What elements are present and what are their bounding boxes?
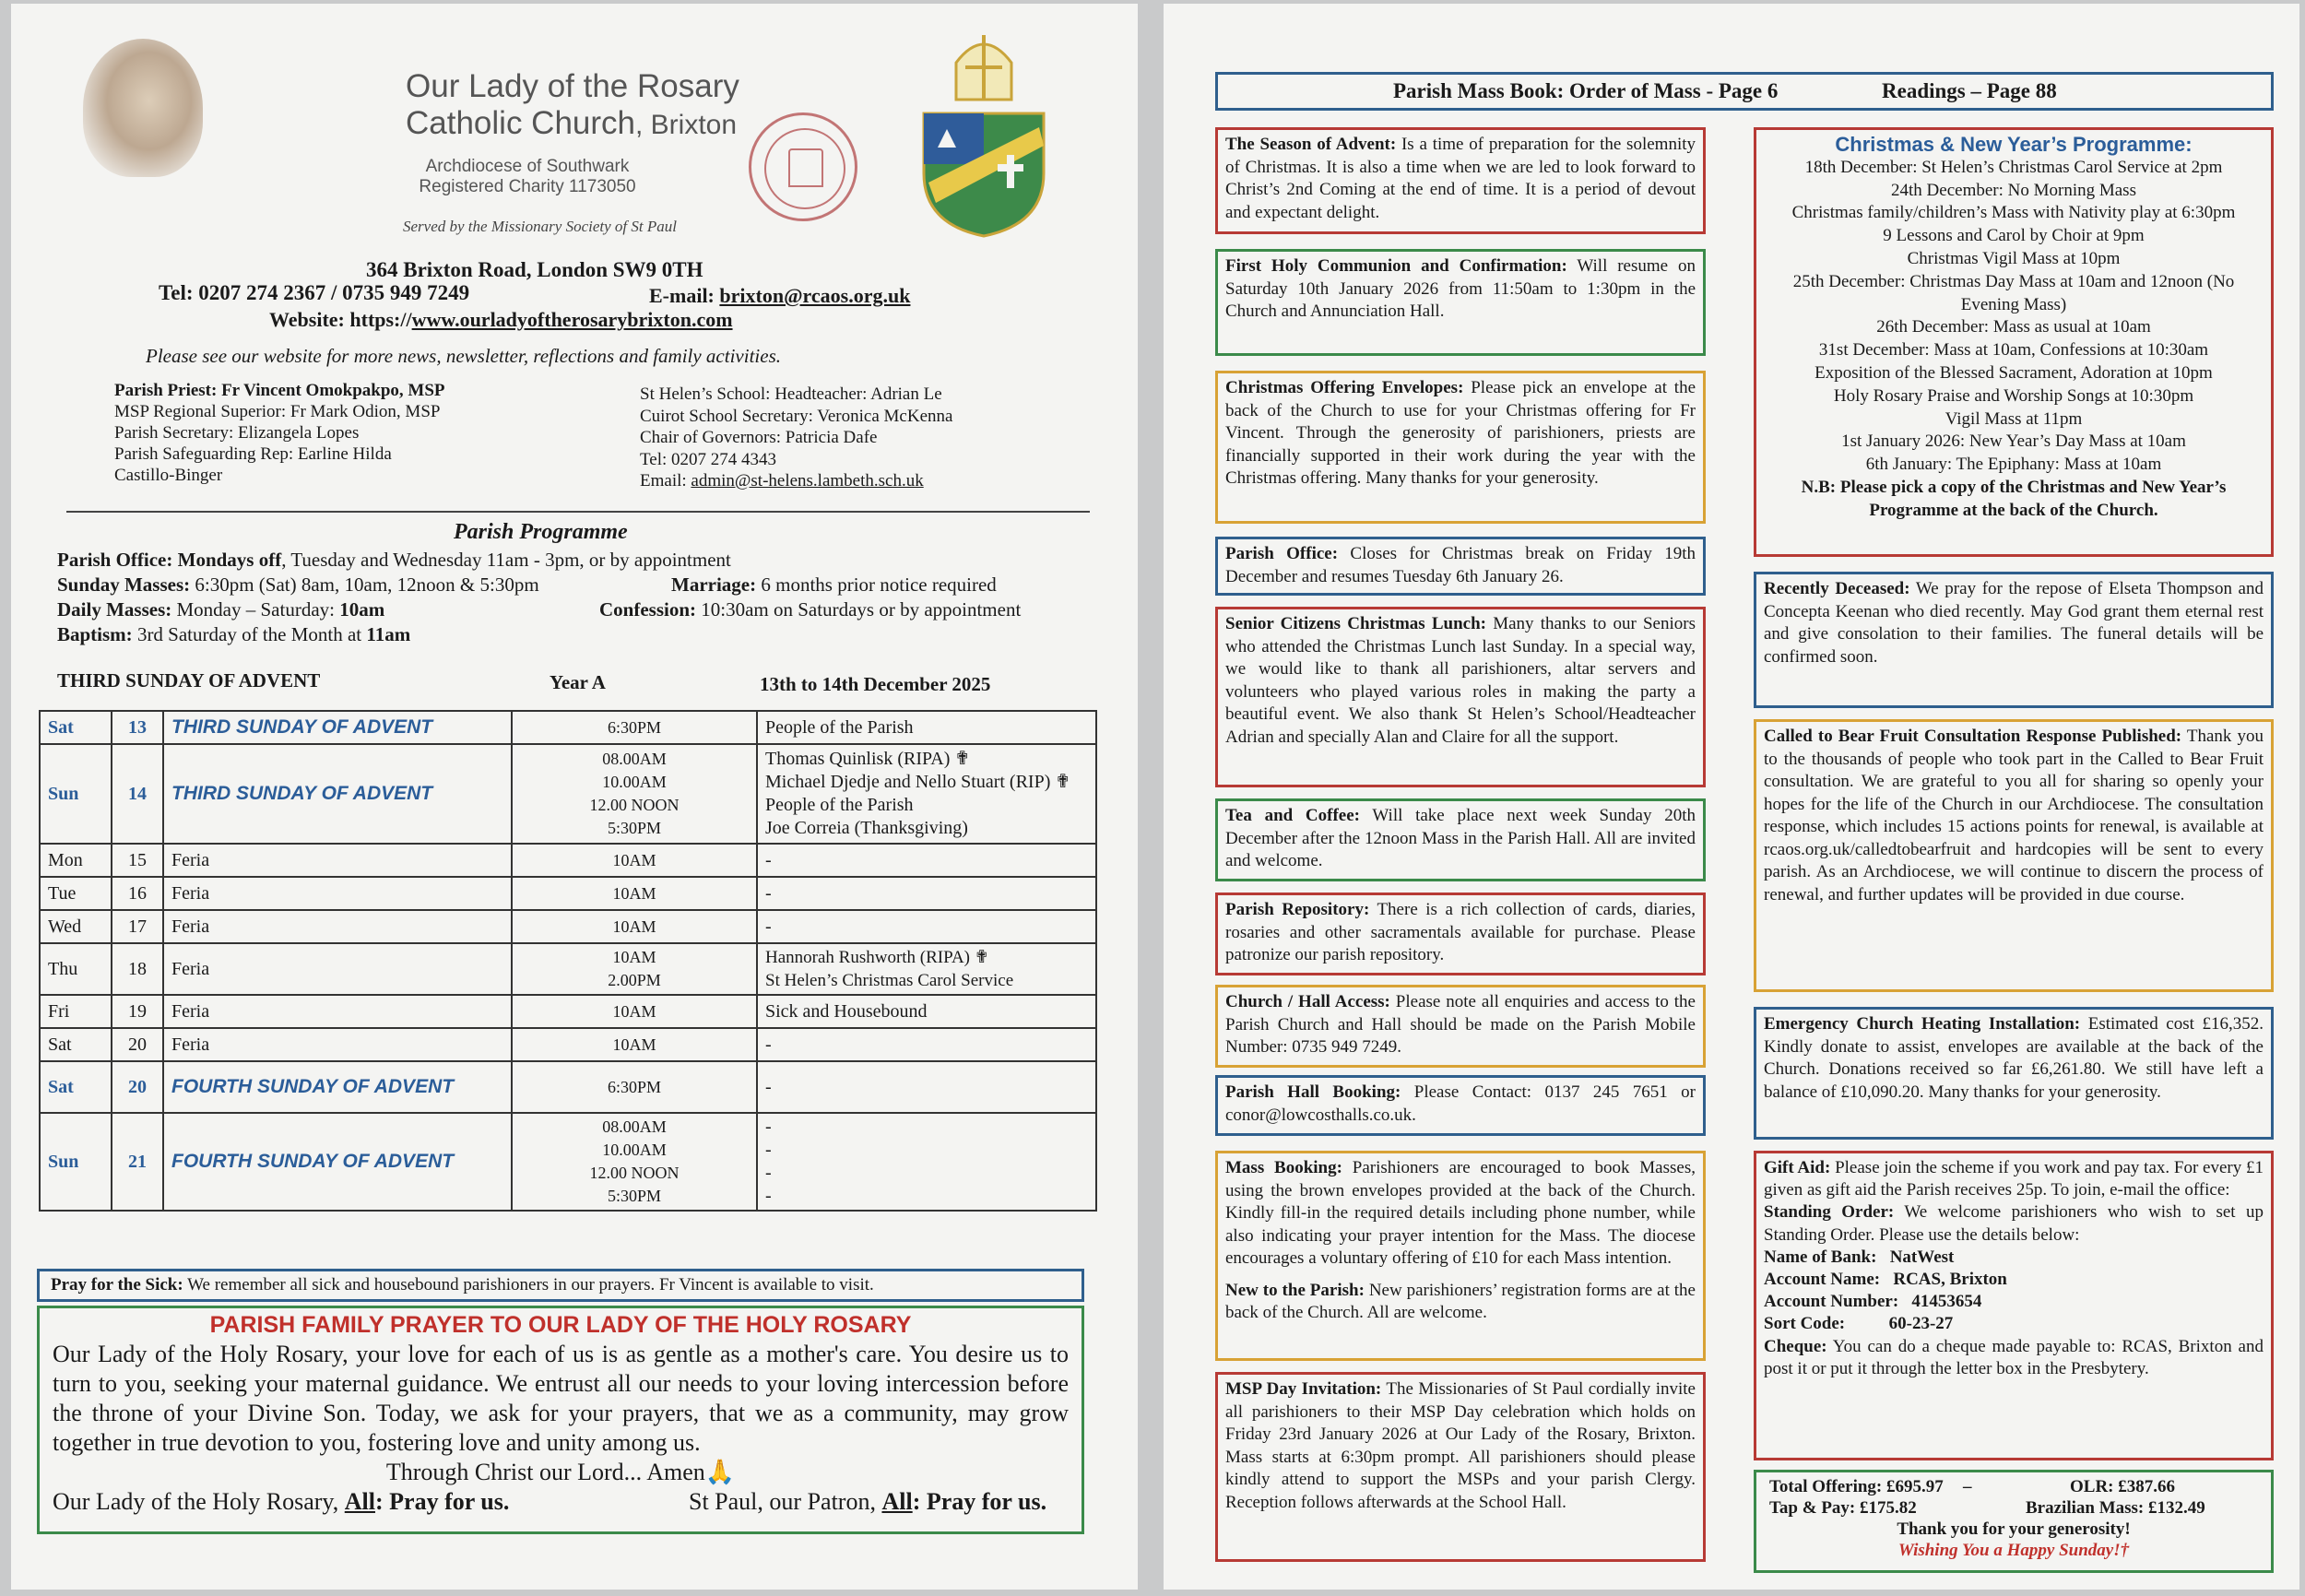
mass-intentions: Hannorah Rushworth (RIPA) ✟ St Helen’s Christmas Carol Service: [757, 943, 1096, 995]
programme-title: Parish Programme: [454, 520, 628, 544]
mass-times: 08.00AM 10.00AM 12.00 NOON 5:30PM: [512, 1113, 757, 1211]
mass-row: [40, 943, 1096, 995]
mass-intentions: - - - -: [757, 1113, 1096, 1211]
mass-day: Wed: [40, 910, 112, 943]
mass-day: Sun: [40, 1113, 112, 1211]
mass-intentions: Sick and Housebound: [757, 995, 1096, 1028]
archdiocese-coat-of-arms: [910, 26, 1058, 238]
mass-title: Feria: [163, 877, 512, 910]
parish-email-line: E-mail: brixton@rcaos.org.uk: [649, 284, 911, 307]
heating-appeal-box: Emergency Church Heating Installation: Estimated cost £16,352. Kindly donate to assist, envelopes are available at the back of the Church. Donations received so far £6,261.80. We still have left a balance of £10,090.20. Many thanks for your generosity.: [1754, 1007, 2274, 1140]
left-page: [11, 4, 1138, 1590]
christmas-programme-line: 6th January: The Epiphany: Mass at 10am: [1865, 455, 2162, 475]
mass-times: 6:30PM: [512, 711, 757, 744]
mass-title: FOURTH SUNDAY OF ADVENT: [163, 1061, 512, 1113]
notice-church-access: Church / Hall Access: Please note all enquiries and access to the Parish Church and Hall should be made on the Parish Mobile Number: 0735 949 7249.: [1215, 985, 1706, 1068]
christmas-programme-lines: [1764, 157, 2264, 523]
total-offering: Total Offering: £695.97: [1769, 1477, 1944, 1496]
mass-row: [40, 711, 1096, 744]
charity-number: Registered Charity 1173050: [419, 177, 636, 196]
olr-offering: OLR: £387.66: [2070, 1477, 2175, 1496]
offering-box: Total Offering: £695.97 – OLR: £387.66 Tap & Pay: £175.82 Brazilian Mass: £132.49 Thank you for your generosity! Wishing You a Happy Sunday!†: [1754, 1470, 2274, 1573]
mass-day: Sun: [40, 744, 112, 844]
mass-date: 13: [112, 711, 163, 744]
school-info: [640, 384, 952, 492]
christmas-programme-line: 26th December: Mass as usual at 10am: [1876, 317, 2151, 337]
mass-title: FOURTH SUNDAY OF ADVENT: [163, 1113, 512, 1211]
mass-times: 10AM: [512, 844, 757, 877]
parish-priest: Parish Priest: Fr Vincent Omokpakpo, MSP: [114, 381, 445, 400]
mass-book-banner: [1215, 72, 2274, 111]
recently-deceased-box: Recently Deceased: We pray for the repose of Elseta Thompson and Concepta Keenan who died recently. May God grant them eternal rest and give consolation to their families. The funeral details will be confirmed soon.: [1754, 572, 2274, 708]
parish-email-link[interactable]: brixton@rcaos.org.uk: [719, 284, 911, 307]
readings-page: Readings – Page 88: [1882, 79, 2057, 102]
prayer-responses: Our Lady of the Holy Rosary, All: Pray for us. St Paul, our Patron, All: Pray for us.: [53, 1488, 1047, 1515]
account-name: Account Name: RCAS, Brixton: [1764, 1270, 2007, 1290]
notice-mass-booking: Mass Booking: Parishioners are encouraged to book Masses, using the brown envelopes provided at the back of the Church. Kindly fill-in the required details including phone number, while also indicating your prayer intention for the Mass. The diocese encourages a voluntary offering of £10 for each Mass intention. New to the Parish: New parishioners’ registration forms are at the back of the Church. All are welcome.: [1215, 1151, 1706, 1361]
website-link[interactable]: www.ourladyoftherosarybrixton.com: [411, 308, 733, 331]
served-by-note: Served by the Missionary Society of St Paul: [403, 218, 677, 235]
safeguarding-rep: Parish Safeguarding Rep: Earline Hilda: [114, 444, 392, 464]
mass-title: THIRD SUNDAY OF ADVENT: [163, 744, 512, 844]
mass-times: 10AM: [512, 1028, 757, 1061]
sort-code: Sort Code: 60-23-27: [1764, 1314, 1954, 1334]
mass-schedule-table: [39, 710, 1097, 1212]
regional-superior: MSP Regional Superior: Fr Mark Odion, MSP: [114, 402, 441, 421]
mass-times: 08.00AM 10.00AM 12.00 NOON 5:30PM: [512, 744, 757, 844]
mass-date: 14: [112, 744, 163, 844]
christmas-programme-line: Christmas Vigil Mass at 10pm: [1907, 248, 2121, 268]
mass-times: 10AM: [512, 995, 757, 1028]
mass-date: 19: [112, 995, 163, 1028]
mass-row: [40, 744, 1096, 844]
prayer-body: Our Lady of the Holy Rosary, your love for each of us is as gentle as a mother's care. You desire us to turn to you, seeking your maternal guidance. We entrust all our needs to your loving intercession before the throne of your Divine Son. Today, we ask for your prayers, that we as a community, may grow together in true devotion to you, fostering love and unity among us.: [53, 1341, 1069, 1456]
mass-intentions: -: [757, 844, 1096, 877]
mass-title: Feria: [163, 844, 512, 877]
mass-title: Feria: [163, 1028, 512, 1061]
school-headteacher: St Helen’s School: Headteacher: Adrian Le: [640, 384, 942, 404]
notice-senior-lunch: Senior Citizens Christmas Lunch: Many thanks to our Seniors who attended the Christmas Lunch last Sunday. In a special way, we would like to thank all parishioners, altar servers and volunteers who played various roles in making the party a beautiful event. We also thank St Helen’s School/Headteacher Adrian and specially Alan and Claire for all the support.: [1215, 607, 1706, 787]
christmas-programme-line: 18th December: St Helen’s Christmas Carol Service at 2pm: [1804, 157, 2223, 177]
safeguarding-rep-cont: Castillo-Binger: [114, 466, 223, 485]
school-phone: Tel: 0207 274 4343: [640, 449, 777, 469]
mass-date: 17: [112, 910, 163, 943]
tap-pay-offering: Tap & Pay: £175.82: [1769, 1498, 1917, 1518]
christmas-programme-line: 25th December: Christmas Day Mass at 10am and 12noon (No Evening Mass): [1792, 271, 2235, 314]
mass-times: 6:30PM: [512, 1061, 757, 1113]
christmas-programme-line: 9 Lessons and Carol by Choir at 9pm: [1883, 226, 2145, 246]
school-governors: Chair of Governors: Patricia Dafe: [640, 428, 878, 447]
gift-aid-box: Gift Aid: Please join the scheme if you work and pay tax. For every £1 given as gift aid the Parish receives 25p. To join, e-mail the office: Standing Order: We welcome parishioners who wish to set up Standing Order. Please use the details below: Name of Bank: NatWest Account Name: RCAS, Brixton Account Number: 41453654 Sort Code: 60-23-27 Cheque: You can do a cheque made payable to: RCAS, Brixton and post it or put it through the letter box in the Presbytery.: [1754, 1151, 2274, 1460]
mass-intentions: People of the Parish: [757, 711, 1096, 744]
parish-phone: Tel: 0207 274 2367 / 0735 949 7249: [159, 281, 470, 304]
mass-date: 18: [112, 943, 163, 995]
website-line: Website: https://www.ourladyoftherosarybrixton.com: [269, 308, 733, 331]
school-secretary: Cuirot School Secretary: Veronica McKenna: [640, 406, 953, 426]
missionary-society-seal: [749, 112, 857, 221]
mass-row: [40, 910, 1096, 943]
mass-day: Sat: [40, 711, 112, 744]
prayer-title: PARISH FAMILY PRAYER TO OUR LADY OF THE HOLY ROSARY: [209, 1312, 912, 1338]
mass-times: 10AM: [512, 877, 757, 910]
archdiocese-label: Archdiocese of Southwark: [425, 157, 630, 176]
right-page: [1164, 4, 2299, 1590]
notice-repository: Parish Repository: There is a rich collection of cards, diaries, rosaries and other sacramentals available for purchase. Please patronize our parish repository.: [1215, 893, 1706, 975]
mass-day: Thu: [40, 943, 112, 995]
mass-row: [40, 844, 1096, 877]
mass-row: [40, 877, 1096, 910]
programme-details: Parish Office: Mondays off, Tuesday and Wednesday 11am - 3pm, or by appointment Sunday Masses: 6:30pm (Sat) 8am, 10am, 12noon & 5:30pm Marriage: 6 months prior notice required Daily Masses: Monday – Saturday: 10am Confession: 10:30am on Saturdays or by appointment Baptism: 3rd Saturday of the Month at 11am: [57, 549, 1022, 645]
parish-secretary: Parish Secretary: Elizangela Lopes: [114, 423, 360, 443]
mass-day: Sat: [40, 1061, 112, 1113]
offering-thanks: Thank you for your generosity!: [1897, 1519, 2131, 1539]
mass-day: Tue: [40, 877, 112, 910]
pray-for-sick-banner: Pray for the Sick: We remember all sick and housebound parishioners in our prayers. Fr Vincent is available to visit.: [37, 1269, 1084, 1302]
notice-parish-office: Parish Office: Closes for Christmas break on Friday 19th December and resumes Tuesday 6th January 26.: [1215, 537, 1706, 596]
mass-times: 10AM 2.00PM: [512, 943, 757, 995]
week-title: THIRD SUNDAY OF ADVENT: [57, 669, 321, 692]
christmas-programme-line: 24th December: No Morning Mass: [1891, 180, 2136, 200]
school-email-line: Email: admin@st-helens.lambeth.sch.uk: [640, 471, 924, 491]
mass-row: [40, 1061, 1096, 1113]
christmas-programme-line: 31st December: Mass at 10am, Confessions at 10:30am: [1818, 340, 2209, 361]
mass-title: Feria: [163, 943, 512, 995]
sunday-wish: Wishing You a Happy Sunday!†: [1897, 1541, 2130, 1560]
christmas-programme-line: 1st January 2026: New Year’s Day Mass at 10am: [1841, 432, 2186, 452]
christmas-programme-title: Christmas & New Year’s Programme:: [1835, 133, 2193, 156]
family-prayer-box: [37, 1306, 1084, 1534]
notice-christmas-offering: Christmas Offering Envelopes: Please pick an envelope at the back of the Church to use for your Christmas offering for Fr Vincent. Through the generosity of parishioners, priests are financially supported in their work during the year with the Christmas offering. Many thanks for your generosity.: [1215, 371, 1706, 524]
mass-day: Fri: [40, 995, 112, 1028]
christmas-programme-box: [1754, 127, 2274, 557]
notice-hall-booking: Parish Hall Booking: Please Contact: 0137 245 7651 or conor@lowcosthalls.co.uk.: [1215, 1075, 1706, 1136]
notice-msp-day: MSP Day Invitation: The Missionaries of St Paul cordially invite all parishioners to their MSP Day celebration which holds on Friday 23rd January 2026 at Our Lady of the Rosary, Brixton. Mass starts at 6:30pm prompt. All parishioners should please kindly attend to support the MSPs and your parish Clergy. Reception follows afterwards at the School Hall.: [1215, 1372, 1706, 1562]
mass-date: 20: [112, 1028, 163, 1061]
mass-intentions: -: [757, 1061, 1096, 1113]
liturgical-year: Year A: [550, 671, 606, 693]
mass-day: Mon: [40, 844, 112, 877]
our-lady-portrait-image: [83, 39, 203, 177]
mass-row: [40, 995, 1096, 1028]
mass-date: 21: [112, 1113, 163, 1211]
notice-first-communion: First Holy Communion and Confirmation: Will resume on Saturday 10th January 2026 from 11:50am to 1:30pm in the Church and Annunciation Hall.: [1215, 249, 1706, 356]
bank-name: Name of Bank: NatWest: [1764, 1247, 1955, 1267]
mass-intentions: Thomas Quinlisk (RIPA) ✟ Michael Djedje and Nello Stuart (RIP) ✟ People of the Parish Joe Correia (Thanksgiving): [757, 744, 1096, 844]
header-divider: [66, 511, 1090, 513]
christmas-programme-line: Christmas family/children’s Mass with Nativity play at 6:30pm: [1791, 203, 2236, 223]
brazilian-mass-offering: Brazilian Mass: £132.49: [2026, 1498, 2205, 1518]
mass-date: 16: [112, 877, 163, 910]
week-dates: 13th to 14th December 2025: [760, 673, 991, 695]
notice-tea-coffee: Tea and Coffee: Will take place next week Sunday 20th December after the 12noon Mass in the Parish Hall. All are invited and welcome.: [1215, 798, 1706, 881]
website-note: Please see our website for more news, newsletter, reflections and family activities.: [146, 345, 781, 367]
christmas-programme-line: N.B: Please pick a copy of the Christmas and New Year’s Programme at the back of the Church.: [1801, 477, 2227, 520]
notice-advent: The Season of Advent: Is a time of preparation for the solemnity of Christmas. It is also a time when we are led to look forward to Christ’s 2nd Coming at the end of time. It is a period of devout and expectant delight.: [1215, 127, 1706, 234]
mass-row: [40, 1113, 1096, 1211]
mass-day: Sat: [40, 1028, 112, 1061]
mass-intentions: -: [757, 877, 1096, 910]
consultation-box: Called to Bear Fruit Consultation Response Published: Thank you to the thousands of people who took part in the Called to Bear Fruit consultation. We are grateful to you all for sharing so openly your hopes for the life of the Church in our Archdiocese. The consultation response, which includes 15 actions points for renewal, is available at rcaos.org.uk/calledtobearfruit and hardcopies will be sent to every parish. As an Archdiocese, we will continue to discern the process of renewal, and further updates will be provided in due course.: [1754, 719, 2274, 992]
mass-date: 20: [112, 1061, 163, 1113]
christmas-programme-line: Holy Rosary Praise and Worship Songs at 10:30pm: [1833, 385, 2194, 406]
christmas-programme-line: Vigil Mass at 11pm: [1944, 408, 2083, 429]
order-of-mass-page: Parish Mass Book: Order of Mass - Page 6: [1393, 79, 1779, 102]
parish-address: 364 Brixton Road, London SW9 0TH: [366, 258, 703, 281]
mass-title: Feria: [163, 910, 512, 943]
school-email-link[interactable]: admin@st-helens.lambeth.sch.uk: [691, 471, 924, 491]
prayer-closing: Through Christ our Lord... Amen🙏: [385, 1459, 736, 1485]
parish-name-line1: Our Lady of the Rosary: [406, 68, 739, 104]
mass-intentions: -: [757, 1028, 1096, 1061]
mass-intentions: -: [757, 910, 1096, 943]
mass-title: Feria: [163, 995, 512, 1028]
mass-date: 15: [112, 844, 163, 877]
christmas-programme-line: Exposition of the Blessed Sacrament, Adoration at 10pm: [1814, 362, 2213, 383]
account-number: Account Number: 41453654: [1764, 1292, 1982, 1312]
parish-name-line2: Catholic Church, Brixton: [406, 105, 738, 141]
mass-title: THIRD SUNDAY OF ADVENT: [163, 711, 512, 744]
staff-list: [114, 380, 445, 486]
mass-times: 10AM: [512, 910, 757, 943]
mass-row: [40, 1028, 1096, 1061]
